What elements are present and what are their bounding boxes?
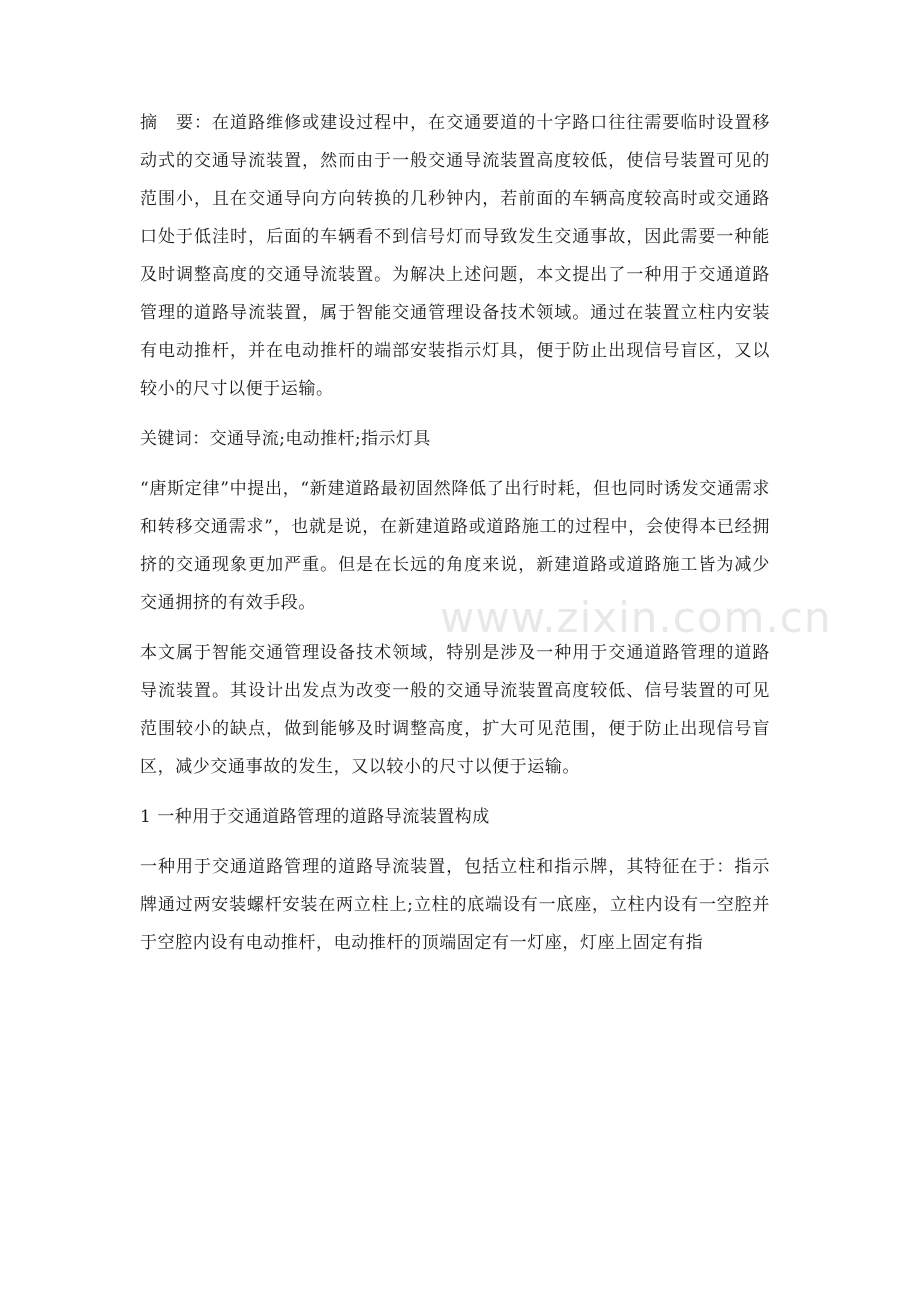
abstract-paragraph: [140, 104, 770, 408]
body-paragraph-scope: 本文属于智能交通管理设备技术领域，特别是涉及一种用于交通道路管理的道路导流装置。其设计出发点为改变一般的交通导流装置高度较低、信号装置的可见范围较小的缺点，做到能够及时调整高度，扩大可见范围，便于防止出现信号盲区，减少交通事故的发生，又以较小的尺寸以便于运输。: [140, 643, 770, 777]
keywords-text: 交通导流;电动推杆;指示灯具: [209, 429, 431, 449]
keywords-label: 关键词：: [140, 429, 210, 449]
body-paragraph-downs-law: “唐斯定律”中提出，“新建道路最初固然降低了出行时耗，但也同时诱发交通需求和转移交通需求”，也就是说，在新建道路或道路施工的过程中，会使得本已经拥挤的交通现象更加严重。但是在长远的角度来说，新建道路或道路施工皆为减少交通拥挤的有效手段。: [140, 479, 770, 613]
abstract-text: 在道路维修或建设过程中，在交通要道的十字路口往往需要临时设置移动式的交通导流装置，然而由于一般交通导流装置高度较低，使信号装置可见的范围小，且在交通导向方向转换的几秒钟内，若前面的车辆高度较高时或交通路口处于低洼时，后面的车辆看不到信号灯而导致发生交通事故，因此需要一种能及时调整高度的交通导流装置。为解决上述问题，本文提出了一种用于交通道路管理的道路导流装置，属于智能交通管理设备技术领域。通过在装置立柱内安装有电动推杆，并在电动推杆的端部安装指示灯具，便于防止出现信号盲区，又以较小的尺寸以便于运输。: [140, 113, 770, 399]
section-heading-1: 1 一种用于交通道路管理的道路导流装置构成: [140, 807, 490, 827]
section-1-paragraph: 一种用于交通道路管理的道路导流装置，包括立柱和指示牌，其特征在于：指示牌通过两安装螺杆安装在两立柱上;立柱的底端设有一底座，立柱内设有一空腔并于空腔内设有电动推杆，电动推杆的顶端固定有一灯座，灯座上固定有指: [140, 857, 770, 953]
watermark: www.zixin.com.cn: [440, 593, 832, 642]
abstract-label: 摘 要：: [140, 113, 213, 133]
keywords-line: [140, 420, 770, 458]
